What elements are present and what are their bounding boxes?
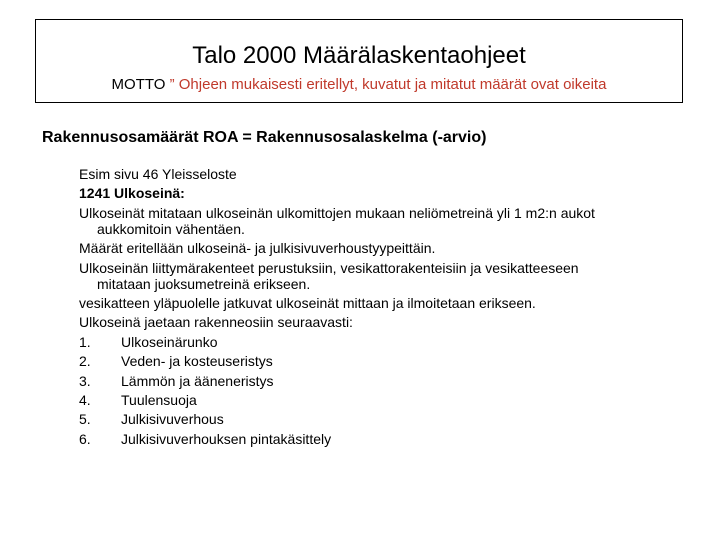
content-body xyxy=(79,166,699,450)
section-heading: Rakennusosamäärät ROA = Rakennusosalaskelma (-arvio) xyxy=(42,129,487,146)
content-line-continuation: aukkomitoin vähentäen. xyxy=(97,220,245,237)
motto-quote: ” Ohjeen mukaisesti eritellyt, kuvatut ja mitatut määrät ovat oikeita xyxy=(169,76,607,93)
content-line: Määrät eritellään ulkoseinä- ja julkisivuverhoustyypeittäin. xyxy=(79,240,436,257)
content-line-text: Ulkoseinät mitataan ulkoseinän ulkomittojen mukaan neliömetreinä yli 1 m2:n aukot xyxy=(79,204,595,221)
list-item-text: Tuulensuoja xyxy=(121,391,197,408)
list-item-number: 5. xyxy=(79,411,91,428)
content-line-text: Ulkoseinän liittymärakenteet perustuksiin, vesikattorakenteisiin ja vesikatteeseen xyxy=(79,259,579,276)
content-line-continuation: mitataan juoksumetreinä erikseen. xyxy=(97,275,311,292)
list-item-number: 6. xyxy=(79,430,91,447)
motto xyxy=(36,76,682,94)
list-item-number: 4. xyxy=(79,391,91,408)
content-line: vesikatteen yläpuolelle jatkuvat ulkoseinät mittaan ja ilmoitetaan erikseen. xyxy=(79,294,536,311)
list-item-text: Julkisivuverhous xyxy=(121,411,224,428)
list-item xyxy=(79,353,699,369)
content-line: Ulkoseinä jaetaan rakenneosiin seuraavasti: xyxy=(79,314,353,331)
list-item-text: Ulkoseinärunko xyxy=(121,333,218,350)
content-line xyxy=(79,205,699,237)
list-item-number: 2. xyxy=(79,353,91,370)
list-item xyxy=(79,392,699,408)
list-item-text: Julkisivuverhouksen pintakäsittely xyxy=(121,430,332,447)
list-item xyxy=(79,411,699,427)
list-item-number: 1. xyxy=(79,333,91,350)
content-line xyxy=(79,260,699,292)
content-line: Esim sivu 46 Yleisseloste xyxy=(79,166,237,182)
subsection-title: 1241 Ulkoseinä: xyxy=(79,185,185,202)
list-item xyxy=(79,334,699,350)
page-title: Talo 2000 Määrälaskentaohjeet xyxy=(192,42,526,69)
list-item-text: Lämmön ja ääneneristys xyxy=(121,372,274,389)
title-box xyxy=(35,19,683,103)
list-item xyxy=(79,373,699,389)
list-item-text: Veden- ja kosteuseristys xyxy=(121,353,273,370)
list-item-number: 3. xyxy=(79,372,91,389)
list-item xyxy=(79,431,699,447)
motto-label: MOTTO xyxy=(111,76,170,93)
